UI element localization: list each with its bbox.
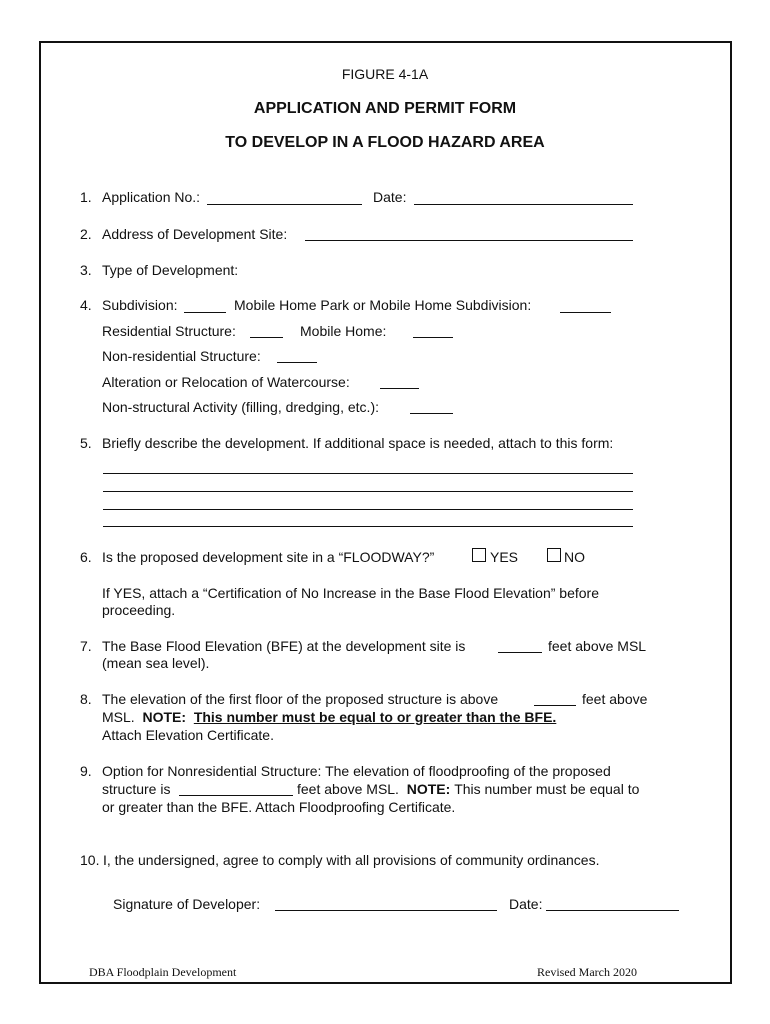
item-4-number: 4. [80,297,92,313]
floodproofing-line-1: Option for Nonresidential Structure: The elevation of floodproofing of the proposed [102,763,611,779]
floodway-question: Is the proposed development site in a “FLOODWAY?” [102,549,435,565]
nonstructural-field[interactable] [410,413,453,414]
item-10-number: 10. [80,852,100,868]
floodway-no-checkbox[interactable] [547,548,561,562]
floodproofing-field[interactable] [179,795,293,796]
address-field[interactable] [305,240,633,241]
floodway-note-line-2: proceeding. [102,602,176,618]
item-1-number: 1. [80,189,92,205]
form-title: APPLICATION AND PERMIT FORM [253,100,517,117]
residential-structure-field[interactable] [250,337,283,338]
floodproofing-line-3: or greater than the BFE. Attach Floodproofing Certificate. [102,799,456,815]
item-6-number: 6. [80,549,92,565]
item-3-number: 3. [80,262,92,278]
description-line-4[interactable] [103,526,633,527]
nonresidential-structure-field[interactable] [277,362,317,363]
subdivision-field[interactable] [184,312,226,313]
item-7-number: 7. [80,638,92,654]
signature-label: Signature of Developer: [113,896,261,912]
description-line-2[interactable] [103,491,633,492]
bfe-mean-sea-level: (mean sea level). [102,655,210,671]
signature-date-label: Date: [509,896,543,912]
signature-date-field[interactable] [546,910,679,911]
floodproofing-note-text: This number must be equal to [454,781,640,797]
nonresidential-structure-label: Non-residential Structure: [102,348,261,364]
alteration-label: Alteration or Relocation of Watercourse: [102,374,350,390]
floodproofing-line-2-rest [297,780,639,798]
mobile-home-field[interactable] [413,337,453,338]
bfe-requirement-note: This number must be equal to or greater than the BFE. [193,709,557,725]
description-line-3[interactable] [103,509,633,510]
floodproofing-unit-label: feet above MSL. [297,781,399,797]
item-2-number: 2. [80,226,92,242]
bfe-unit-label: feet above MSL [548,638,647,654]
describe-development-label: Briefly describe the development. If additional space is needed, attach to this form: [102,435,614,451]
mobile-home-label: Mobile Home: [300,323,387,339]
floodway-yes-checkbox[interactable] [472,548,486,562]
subdivision-label: Subdivision: [102,297,178,313]
first-floor-line-2 [102,708,556,726]
date-label: Date: [373,189,407,205]
alteration-field[interactable] [380,388,419,389]
application-no-field[interactable] [207,204,362,205]
item-9-number: 9. [80,763,92,779]
bfe-field[interactable] [498,652,542,653]
signature-field[interactable] [275,910,497,911]
floodproofing-note-label: NOTE: [406,781,451,797]
elevation-certificate-note: Attach Elevation Certificate. [102,727,274,743]
date-field[interactable] [414,204,633,205]
mobile-home-park-label: Mobile Home Park or Mobile Home Subdivision: [234,297,532,313]
msl-text: MSL. [102,709,135,725]
bfe-label: The Base Flood Elevation (BFE) at the development site is [102,638,466,654]
figure-label: FIGURE 4-1A [341,66,429,82]
first-floor-label: The elevation of the first floor of the proposed structure is above [102,691,499,707]
floodway-note-line-1: If YES, attach a “Certification of No Increase in the Base Flood Elevation” before [102,585,600,601]
address-label: Address of Development Site: [102,226,288,242]
mobile-home-park-field[interactable] [560,312,611,313]
description-line-1[interactable] [103,473,633,474]
nonstructural-label: Non-structural Activity (filling, dredging, etc.): [102,399,379,415]
first-floor-unit-label: feet above [582,691,648,707]
floodway-yes-label: YES [490,549,519,565]
application-no-label: Application No.: [102,189,201,205]
item-8-number: 8. [80,691,92,707]
footer-right: Revised March 2020 [537,965,637,979]
note-label: NOTE: [142,709,187,725]
item-5-number: 5. [80,435,92,451]
type-of-development-label: Type of Development: [102,262,239,278]
floodway-no-label: NO [564,549,585,565]
footer-left: DBA Floodplain Development [89,965,237,979]
first-floor-field[interactable] [534,705,576,706]
form-subtitle: TO DEVELOP IN A FLOOD HAZARD AREA [225,134,545,151]
floodproofing-structure-label: structure is [102,781,171,797]
agreement-statement: I, the undersigned, agree to comply with all provisions of community ordinances. [103,852,600,868]
page-border [39,41,732,984]
residential-structure-label: Residential Structure: [102,323,236,339]
